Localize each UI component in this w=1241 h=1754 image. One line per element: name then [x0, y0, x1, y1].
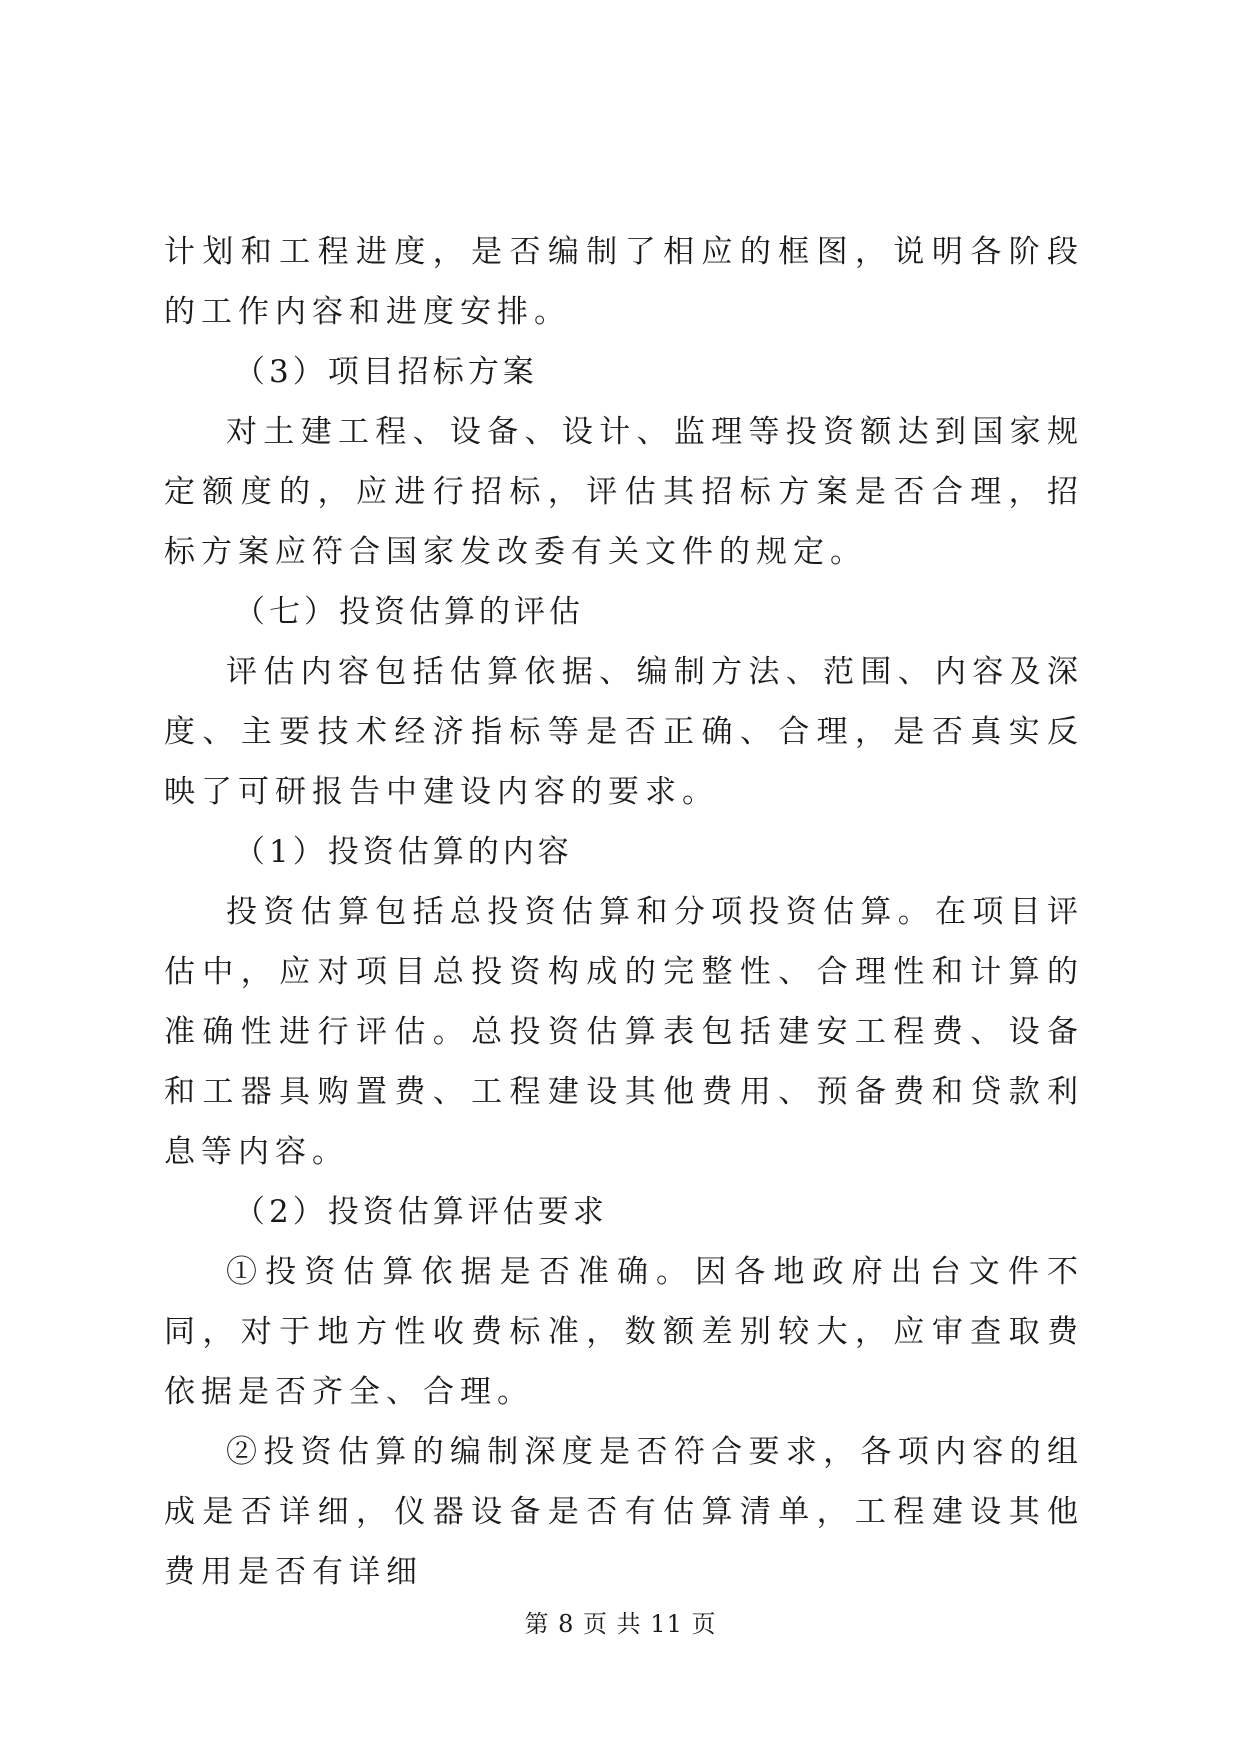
paragraph-bidding: 对土建工程、设备、设计、监理等投资额达到国家规定额度的，应进行招标，评估其招标方案是否合理，招标方案应符合国家发改委有关文件的规定。	[164, 414, 1084, 570]
section-heading-estimate-content: （1）投资估算的内容	[234, 834, 573, 870]
paragraph-continued: 计划和工程进度，是否编制了相应的框图，说明各阶段的工作内容和进度安排。	[164, 234, 1084, 330]
paragraph-estimate-content: 投资估算包括总投资估算和分项投资估算。在项目评估中，应对项目总投资构成的完整性、合理性和计算的准确性进行评估。总投资估算表包括建安工程费、设备和工器具购置费、工程建设其他费用、预备费和贷款利息等内容。	[164, 894, 1084, 1170]
paragraph-evaluation-content: 评估内容包括估算依据、编制方法、范围、内容及深度、主要技术经济指标等是否正确、合理，是否真实反映了可研报告中建设内容的要求。	[164, 654, 1084, 810]
section-heading-estimate-requirements: （2）投资估算评估要求	[234, 1194, 608, 1230]
section-heading-bidding-plan: （3）项目招标方案	[234, 354, 538, 390]
page-number-footer: 第 8 页 共 11 页	[524, 1610, 717, 1638]
section-heading-investment-estimate: （七）投资估算的评估	[234, 594, 584, 630]
paragraph-requirement-2: ②投资估算的编制深度是否符合要求，各项内容的组成是否详细，仪器设备是否有估算清单，工程建设其他费用是否有详细	[164, 1434, 1084, 1590]
document-body	[164, 222, 1084, 1602]
paragraph-requirement-1: ①投资估算依据是否准确。因各地政府出台文件不同，对于地方性收费标准，数额差别较大，应审查取费依据是否齐全、合理。	[164, 1254, 1084, 1410]
